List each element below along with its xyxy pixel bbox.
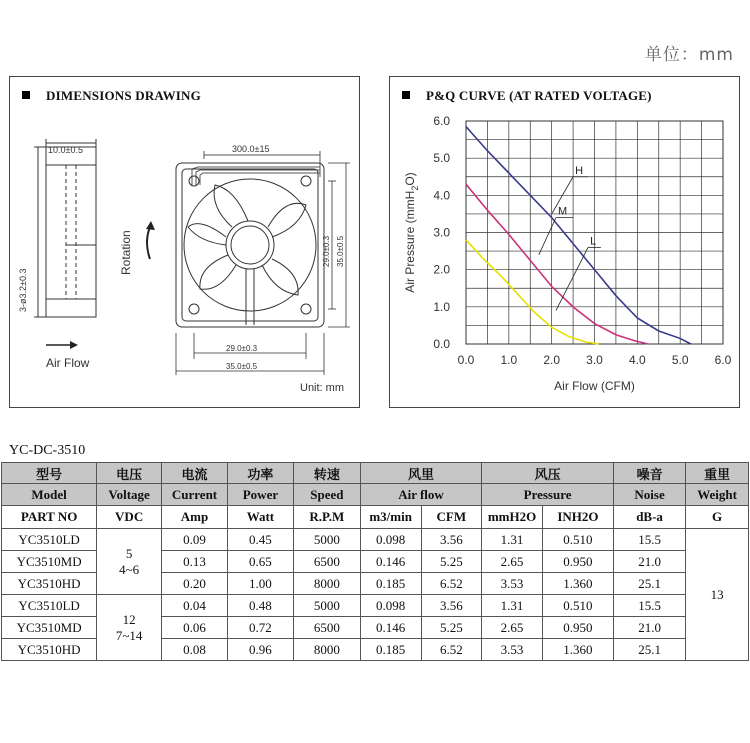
airflow-arrow-icon: [70, 341, 78, 349]
voltage-group-12v: [97, 595, 162, 661]
voltage-group-5v: [97, 529, 162, 595]
unit-dba: dB-a: [613, 506, 685, 529]
cell-noise: 25.1: [613, 639, 685, 661]
header-en-weight: Weight: [686, 484, 749, 506]
cell-amp: 0.09: [162, 529, 228, 551]
series-label-h: H: [575, 164, 584, 177]
voltage-nominal: 5: [125, 545, 133, 561]
header-en-current: Current: [162, 484, 228, 506]
cell-inh2o: 0.510: [542, 529, 613, 551]
unit-mmh2o: mmH2O: [482, 506, 543, 529]
unit-m3min: m3/min: [360, 506, 421, 529]
unit-rpm: R.P.M: [293, 506, 360, 529]
cell-part: YC3510LD: [2, 595, 97, 617]
cell-rpm: 8000: [293, 573, 360, 595]
rotation-label: Rotation: [119, 230, 133, 275]
x-tick-label: 6.0: [714, 353, 732, 367]
cell-amp: 0.04: [162, 595, 228, 617]
side-view: [34, 139, 96, 317]
cell-inh2o: 1.360: [542, 639, 613, 661]
header-cn-noise: 噪音: [613, 463, 685, 484]
series-line-l: [466, 240, 599, 344]
x-tick-label: 3.0: [586, 353, 603, 367]
unit-label: Unit: mm: [300, 382, 344, 394]
voltage-range: 7~14: [115, 627, 143, 643]
cell-part: YC3510HD: [2, 573, 97, 595]
cell-mmh2o: 2.65: [482, 551, 543, 573]
cell-m3: 0.146: [360, 551, 421, 573]
table-row: [2, 595, 749, 617]
cell-inh2o: 0.510: [542, 595, 613, 617]
header-en-pressure: Pressure: [482, 484, 614, 506]
fan-front-view: [176, 163, 324, 327]
y-tick-label: 1.0: [433, 299, 450, 314]
cell-m3: 0.185: [360, 573, 421, 595]
cell-amp: 0.13: [162, 551, 228, 573]
cell-weight: 13: [686, 529, 749, 661]
unit-g: G: [686, 506, 749, 529]
header-cn-speed: 转速: [293, 463, 360, 484]
cell-amp: 0.08: [162, 639, 228, 661]
header-en-power: Power: [227, 484, 293, 506]
series-leader-line: [556, 247, 588, 310]
pq-series-group: [466, 127, 691, 344]
header-cn-pressure: 风压: [482, 463, 614, 484]
thickness-label: 10.0±0.5: [48, 145, 83, 155]
size-h-label: 35.0±0.5: [226, 362, 258, 371]
cell-watt: 0.48: [227, 595, 293, 617]
header-cn-airflow: 风里: [360, 463, 481, 484]
cell-part: YC3510HD: [2, 639, 97, 661]
hole-label: 3-ø3.2±0.3: [18, 268, 28, 312]
pq-y-axis-label: Air Pressure (mmH$_2$O): [403, 172, 420, 293]
cell-m3: 0.185: [360, 639, 421, 661]
cell-noise: 21.0: [613, 551, 685, 573]
unit-caption: 单位：mm: [644, 45, 734, 65]
voltage-range: 4~6: [119, 561, 140, 577]
cell-noise: 25.1: [613, 573, 685, 595]
cell-m3: 0.098: [360, 595, 421, 617]
header-en-speed: Speed: [293, 484, 360, 506]
y-tick-label: 3.0: [433, 225, 450, 240]
x-tick-label: 2.0: [543, 353, 561, 367]
cell-part: YC3510MD: [2, 617, 97, 639]
cell-noise: 15.5: [613, 595, 685, 617]
y-tick-label: 6.0: [433, 114, 450, 128]
header-cn-voltage: 电压: [97, 463, 162, 484]
cell-rpm: 5000: [293, 529, 360, 551]
unit-part-no: PART NO: [2, 506, 97, 529]
units-row: [2, 506, 749, 529]
hole-spacing-h-label: 29.0±0.3: [226, 344, 258, 353]
cell-watt: 0.96: [227, 639, 293, 661]
cell-cfm: 5.25: [421, 617, 482, 639]
pq-y-ticks: [433, 114, 450, 351]
header-en-voltage: Voltage: [97, 484, 162, 506]
cell-cfm: 6.52: [421, 639, 482, 661]
cell-mmh2o: 2.65: [482, 617, 543, 639]
series-leader-line: [539, 218, 556, 255]
cell-cfm: 6.52: [421, 573, 482, 595]
rotation-arrow-icon: [147, 227, 150, 259]
y-tick-label: 0.0: [433, 337, 450, 351]
cell-amp: 0.20: [162, 573, 228, 595]
header-cn-model: 型号: [2, 463, 97, 484]
cell-watt: 0.65: [227, 551, 293, 573]
unit-watt: Watt: [227, 506, 293, 529]
cell-part: YC3510MD: [2, 551, 97, 573]
y-tick-label: 4.0: [433, 188, 450, 203]
header-en-airflow: Air flow: [360, 484, 481, 506]
header-row-en: [2, 484, 749, 506]
unit-cfm: CFM: [421, 506, 482, 529]
y-tick-label: 2.0: [433, 262, 450, 277]
cell-m3: 0.146: [360, 617, 421, 639]
spec-table: [1, 462, 749, 661]
unit-vdc: VDC: [97, 506, 162, 529]
pq-x-axis-label: Air Flow (CFM): [554, 379, 635, 393]
x-tick-label: 0.0: [457, 353, 475, 367]
model-label: YC-DC-3510: [9, 443, 86, 458]
cell-mmh2o: 3.53: [482, 639, 543, 661]
cell-part: YC3510LD: [2, 529, 97, 551]
header-en-noise: Noise: [613, 484, 685, 506]
x-tick-label: 1.0: [500, 353, 518, 367]
header-cn-power: 功率: [227, 463, 293, 484]
voltage-nominal: 12: [122, 611, 136, 627]
header-row-cn: [2, 463, 749, 484]
cell-watt: 0.45: [227, 529, 293, 551]
pq-title-text: P&Q CURVE (AT RATED VOLTAGE): [426, 88, 652, 103]
series-label-m: M: [557, 205, 568, 218]
table-row: [2, 529, 749, 551]
header-cn-current: 电流: [162, 463, 228, 484]
pq-x-ticks: [458, 353, 732, 367]
cell-rpm: 8000: [293, 639, 360, 661]
cell-rpm: 6500: [293, 617, 360, 639]
cell-inh2o: 0.950: [542, 551, 613, 573]
pq-chart: [390, 77, 739, 407]
cell-amp: 0.06: [162, 617, 228, 639]
cell-inh2o: 0.950: [542, 617, 613, 639]
pq-curve-panel: [389, 76, 740, 408]
y-tick-label: 5.0: [433, 151, 450, 166]
x-tick-label: 5.0: [671, 353, 689, 367]
x-tick-label: 4.0: [628, 353, 646, 367]
cell-rpm: 5000: [293, 595, 360, 617]
dimensions-drawing: [10, 77, 359, 407]
cell-mmh2o: 1.31: [482, 529, 543, 551]
cell-mmh2o: 1.31: [482, 595, 543, 617]
dimensions-panel: [9, 76, 360, 408]
header-en-model: Model: [2, 484, 97, 506]
dimensions-title-text: DIMENSIONS DRAWING: [46, 88, 201, 103]
airflow-label: Air Flow: [46, 356, 90, 370]
cell-inh2o: 1.360: [542, 573, 613, 595]
cell-cfm: 5.25: [421, 551, 482, 573]
size-v-label: 35.0±0.5: [336, 235, 345, 267]
hole-spacing-v-label: 29.0±0.3: [322, 235, 331, 267]
cell-rpm: 6500: [293, 551, 360, 573]
cell-mmh2o: 3.53: [482, 573, 543, 595]
cell-m3: 0.098: [360, 529, 421, 551]
unit-inh2o: INH2O: [542, 506, 613, 529]
cable-length-label: 300.0±15: [232, 144, 270, 154]
cell-noise: 15.5: [613, 529, 685, 551]
cell-cfm: 3.56: [421, 529, 482, 551]
cell-noise: 21.0: [613, 617, 685, 639]
unit-amp: Amp: [162, 506, 228, 529]
cell-watt: 0.72: [227, 617, 293, 639]
cell-watt: 1.00: [227, 573, 293, 595]
series-label-l: L: [590, 235, 597, 248]
cell-cfm: 3.56: [421, 595, 482, 617]
header-cn-weight: 重里: [686, 463, 749, 484]
pq-grid: [466, 121, 723, 344]
